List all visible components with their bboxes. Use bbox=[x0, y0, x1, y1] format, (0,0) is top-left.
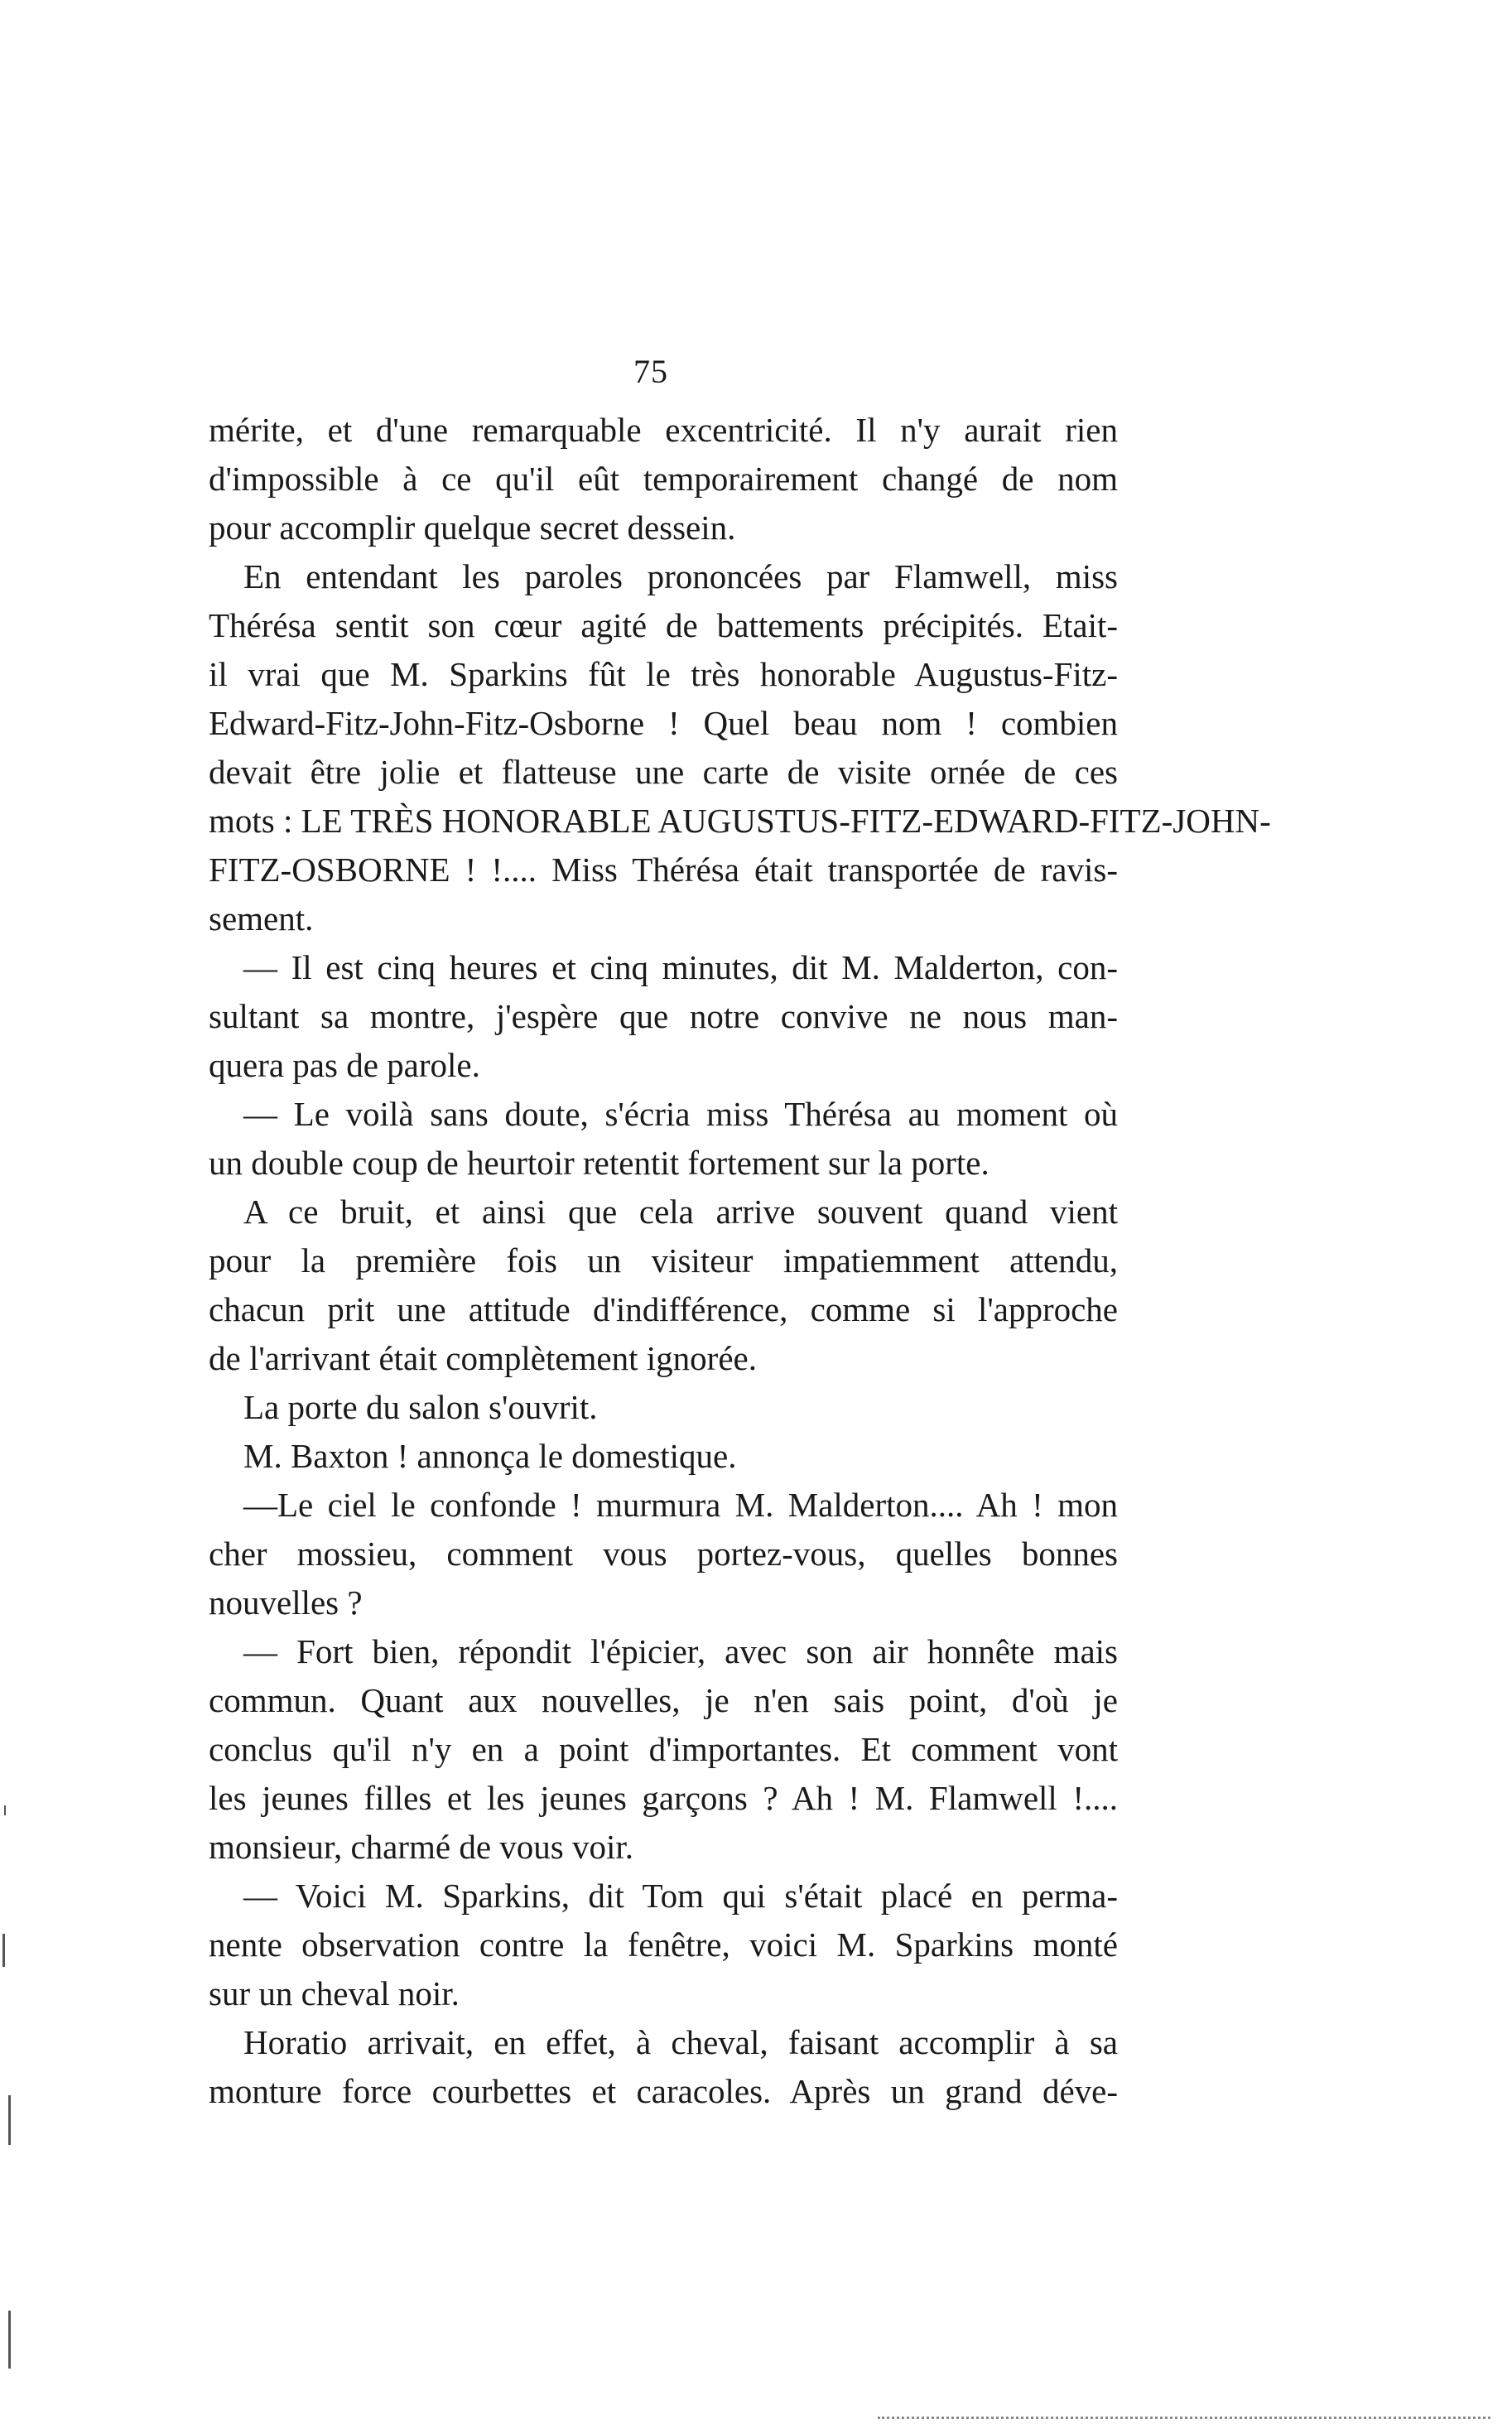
text-line: pour accomplir quelque secret dessein. bbox=[209, 508, 736, 547]
text-line: mérite, et d'une remarquable excentricité. Il n'y aurait rien bbox=[209, 411, 1118, 449]
scan-margin-mark bbox=[8, 2095, 11, 2145]
text-line: quera pas de parole. bbox=[209, 1046, 480, 1084]
text-line: — Le voilà sans doute, s'écria miss Thérésa au moment où bbox=[243, 1095, 1118, 1133]
text-line: d'impossible à ce qu'il eût temporairement changé de nom bbox=[209, 460, 1118, 498]
text-line: Horatio arrivait, en effet, à cheval, faisant accomplir à sa bbox=[243, 2023, 1118, 2061]
text-line: A ce bruit, et ainsi que cela arrive souvent quand vient bbox=[243, 1193, 1118, 1231]
text-line: sement. bbox=[209, 899, 314, 937]
text-line: Thérésa sentit son cœur agité de battements précipités. Etait- bbox=[209, 606, 1118, 644]
scan-margin-mark bbox=[8, 2311, 11, 2369]
body-text bbox=[209, 406, 1271, 2116]
text-line: pour la première fois un visiteur impatiemment attendu, bbox=[209, 1241, 1118, 1280]
text-line: nente observation contre la fenêtre, voici M. Sparkins monté bbox=[209, 1925, 1118, 1964]
text-line: monture force courbettes et caracoles. Après un grand déve- bbox=[209, 2072, 1118, 2110]
scan-margin-mark bbox=[2, 1934, 5, 1967]
text-line: cher mossieu, comment vous portez-vous, quelles bonnes bbox=[209, 1535, 1118, 1573]
text-line: La porte du salon s'ouvrit. bbox=[243, 1388, 598, 1426]
text-line: Edward-Fitz-John-Fitz-Osborne ! Quel beau nom ! combien bbox=[209, 704, 1118, 742]
text-line: mots : LE TRÈS HONORABLE AUGUSTUS-FITZ-EDWARD-FITZ-JOHN- bbox=[209, 802, 1271, 840]
text-line: de l'arrivant était complètement ignorée. bbox=[209, 1339, 757, 1377]
text-line: monsieur, charmé de vous voir. bbox=[209, 1828, 634, 1866]
text-line: — Il est cinq heures et cinq minutes, dit M. Malderton, con- bbox=[243, 948, 1118, 986]
text-line: les jeunes filles et les jeunes garçons ? Ah ! M. Flamwell !.... bbox=[209, 1779, 1118, 1817]
scan-margin-mark bbox=[4, 1805, 6, 1815]
text-line: sultant sa montre, j'espère que notre convive ne nous man- bbox=[209, 997, 1118, 1035]
text-line: conclus qu'il n'y en a point d'importantes. Et comment vont bbox=[209, 1730, 1118, 1768]
text-line: nouvelles ? bbox=[209, 1583, 363, 1622]
text-line: FITZ-OSBORNE ! !.... Miss Thérésa était transportée de ravis- bbox=[209, 851, 1118, 889]
text-line: un double coup de heurtoir retentit fortement sur la porte. bbox=[209, 1144, 990, 1182]
text-line: il vrai que M. Sparkins fût le très honorable Augustus-Fitz- bbox=[209, 655, 1118, 693]
text-line: M. Baxton ! annonça le domestique. bbox=[243, 1437, 737, 1475]
scan-bottom-edge bbox=[878, 2417, 1490, 2419]
text-line: En entendant les paroles prononcées par Flamwell, miss bbox=[243, 557, 1118, 595]
text-line: commun. Quant aux nouvelles, je n'en sais point, d'où je bbox=[209, 1681, 1118, 1719]
text-line: —Le ciel le confonde ! murmura M. Malderton.... Ah ! mon bbox=[243, 1486, 1118, 1524]
page-number: 75 bbox=[633, 353, 668, 390]
text-line: chacun prit une attitude d'indifférence, comme si l'approche bbox=[209, 1290, 1118, 1328]
text-line: sur un cheval noir. bbox=[209, 1974, 460, 2012]
text-line: — Fort bien, répondit l'épicier, avec son air honnête mais bbox=[243, 1632, 1118, 1670]
text-line: devait être jolie et flatteuse une carte de visite ornée de ces bbox=[209, 753, 1118, 791]
text-line: — Voici M. Sparkins, dit Tom qui s'était placé en perma- bbox=[243, 1877, 1118, 1915]
